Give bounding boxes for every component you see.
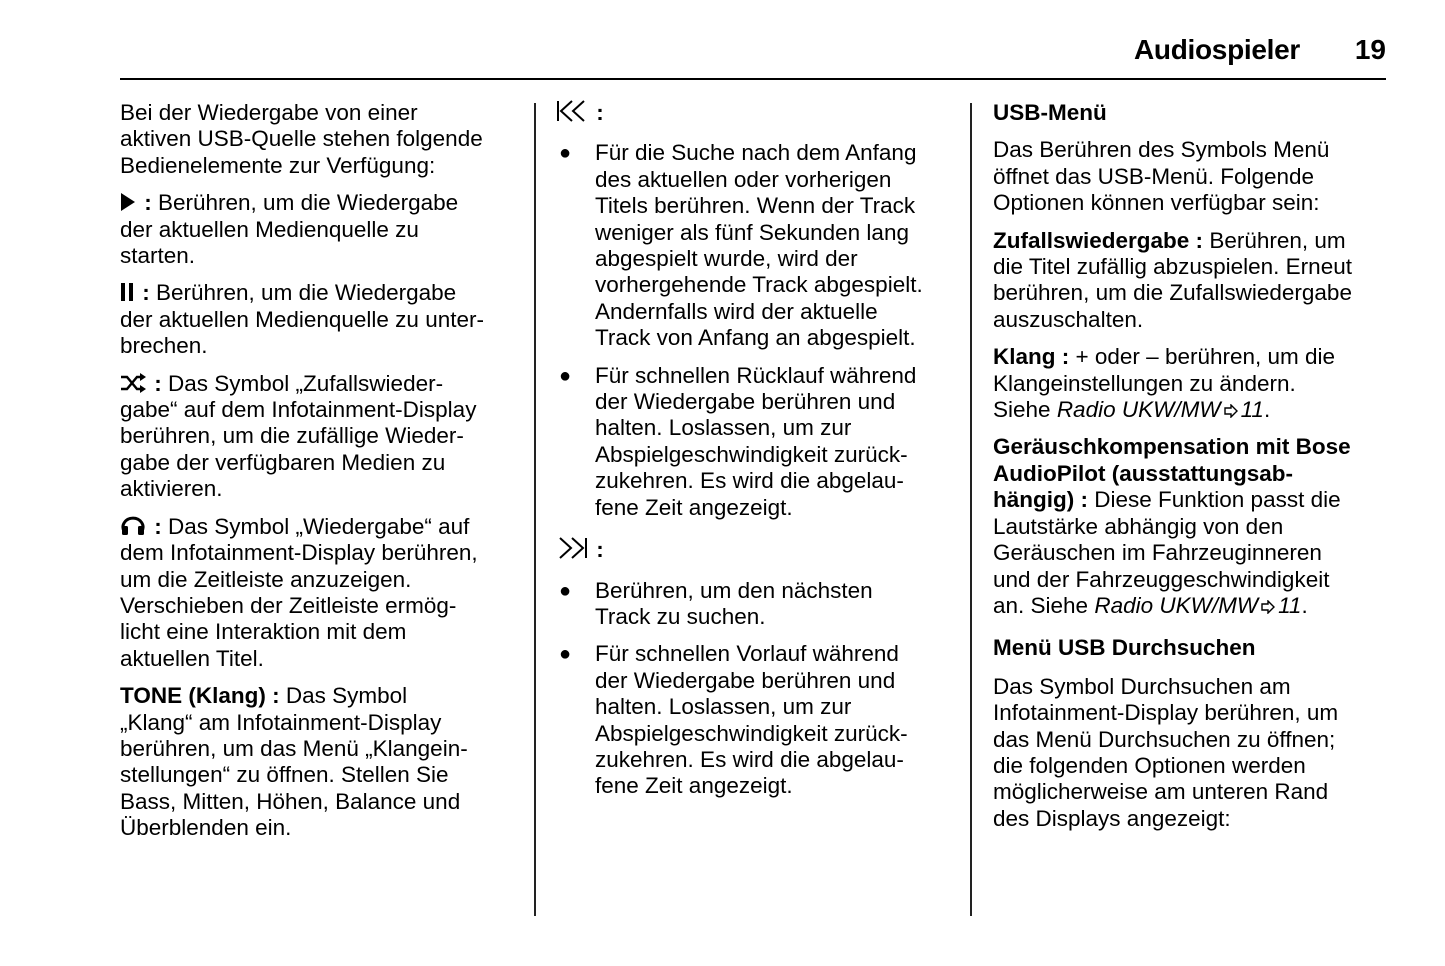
shuffle-option-label: Zufallswiedergabe : — [993, 227, 1204, 253]
pause-paragraph — [120, 280, 520, 359]
klang-end: . — [1263, 397, 1271, 423]
shuffle-option-text: Berühren, um die Titel zufällig abzuspielen. Erneut berühren, um die Zufallswiedergabe auszuschalten. — [993, 227, 1352, 332]
tone-paragraph — [120, 683, 520, 841]
browse-text: Das Symbol Durchsuchen am Infotainment-Display berühren, um das Menü Durchsuchen zu öffnen; die folgenden Optionen werden möglicherweise am unteren Rand des Displays angezeigt: — [993, 673, 1339, 831]
bose-end: . — [1301, 592, 1308, 618]
intro-paragraph: Bei der Wiedergabe von einer aktiven USB-Quelle stehen folgende Bedienelemente zur Verfügung: — [120, 100, 483, 178]
list-item-text: Für schnellen Vorlauf während der Wiedergabe berühren und halten. Loslassen, um zur Abspielgeschwindigkeit zurück- zukehren. Es wird die abgelau- fene Zeit angezeigt. — [595, 641, 908, 799]
tone-text: Das Symbol „Klang“ am Infotainment-Display berühren, um das Menü „Klangein- stellungen“ zu öffnen. Stellen Sie Bass, Mitten, Höhen, Balance und Überblenden ein. — [120, 683, 468, 841]
page-title: Audiospieler — [1134, 34, 1300, 65]
playback-text: Das Symbol „Wiedergabe“ auf dem Infotainment-Display berühren, um die Zeitleiste anzuzeigen. Verschieben der Zeitleiste ermög- licht eine Interaktion mit dem aktuellen Titel. — [120, 513, 478, 671]
browse-heading — [993, 635, 1393, 661]
bullet-dot: ● — [559, 579, 572, 602]
bose-label: Geräuschkompensation mit Bose AudioPilot (ausstattungsab- hängig) : — [993, 434, 1351, 513]
bullet-dot: ● — [559, 643, 572, 666]
klang-text: + oder – berühren, um die Klangeinstellungen zu ändern. Siehe — [993, 344, 1336, 423]
bullet-dot: ● — [559, 142, 572, 165]
list-item-text: Berühren, um den nächsten Track zu suchen. — [595, 577, 873, 629]
pause-icon — [120, 282, 134, 302]
shuffle-icon — [120, 373, 146, 393]
play-separator: : — [138, 190, 158, 216]
klang-paragraph — [993, 344, 1393, 423]
klang-label: Klang : — [993, 344, 1070, 370]
list-item — [556, 363, 956, 521]
list-item — [556, 578, 956, 631]
skip-previous-icon — [556, 100, 588, 122]
play-icon — [120, 192, 136, 212]
bose-reference: Radio UKW/MW — [1094, 592, 1259, 618]
reference-arrow-icon — [1261, 600, 1275, 614]
page-header — [120, 34, 1386, 80]
bullet-dot: ● — [559, 364, 572, 387]
column-2 — [556, 100, 956, 811]
klang-reference: Radio UKW/MW — [1056, 397, 1221, 423]
prev-heading — [556, 100, 956, 126]
page-number: 19 — [1354, 34, 1386, 65]
shuffle-text: Das Symbol „Zufallswieder- gabe“ auf dem Infotainment-Display berühren, um die zufällige Wieder- gabe der verfügbaren Medien zu aktivieren. — [120, 370, 477, 502]
pause-separator: : — [136, 280, 156, 306]
column-3 — [993, 100, 1393, 843]
playback-separator: : — [148, 513, 168, 539]
play-paragraph — [120, 190, 520, 269]
shuffle-separator: : — [148, 370, 168, 396]
shuffle-paragraph — [120, 371, 520, 503]
skip-next-icon — [556, 537, 588, 559]
list-item-text: Für die Suche nach dem Anfang des aktuellen oder vorherigen Titels berühren. Wenn der Track weniger als fünf Sekunden lang abgespielt wurde, wird der vorhergehende Track abgespielt. Andernfalls wird der aktuelle Track von Anfang an abgespielt. — [595, 140, 923, 351]
shuffle-option-paragraph — [993, 228, 1393, 334]
prev-label: : — [590, 100, 604, 125]
pause-text: Berühren, um die Wiedergabe der aktuellen Medienquelle zu unter- brechen. — [120, 280, 484, 359]
bose-text: Diese Funktion passt die Lautstärke abhängig von den Geräuschen im Fahrzeuginneren und der Fahrzeuggeschwindigkeit an. Siehe — [993, 487, 1341, 618]
list-item-text: Für schnellen Rücklauf während der Wiedergabe berühren und halten. Loslassen, um zur Abspielgeschwindigkeit zurück- zukehren. Es wird die abgelau- fene Zeit angezeigt. — [595, 362, 917, 520]
tone-label: TONE (Klang) : — [120, 683, 280, 709]
bose-paragraph — [993, 434, 1393, 619]
usb-menu-heading — [993, 100, 1393, 126]
list-item — [556, 140, 956, 351]
next-label: : — [590, 537, 604, 563]
browse-heading-text: Menü USB Durchsuchen — [993, 635, 1256, 661]
bose-reference-page: 11 — [1278, 592, 1302, 618]
reference-arrow-icon — [1224, 404, 1238, 418]
column-divider-2 — [970, 103, 972, 916]
playback-icon — [120, 514, 146, 536]
klang-reference-page: 11 — [1240, 397, 1264, 423]
play-text: Berühren, um die Wiedergabe der aktuellen Medienquelle zu starten. — [120, 190, 459, 269]
usb-menu-heading-text: USB-Menü — [993, 100, 1107, 125]
usb-menu-text: Das Berühren des Symbols Menü öffnet das USB-Menü. Folgende Optionen können verfügbar sein: — [993, 137, 1330, 216]
column-divider-1 — [534, 103, 536, 916]
next-heading — [556, 537, 956, 563]
playback-paragraph — [120, 514, 520, 672]
list-item — [556, 641, 956, 799]
column-1 — [120, 100, 520, 853]
